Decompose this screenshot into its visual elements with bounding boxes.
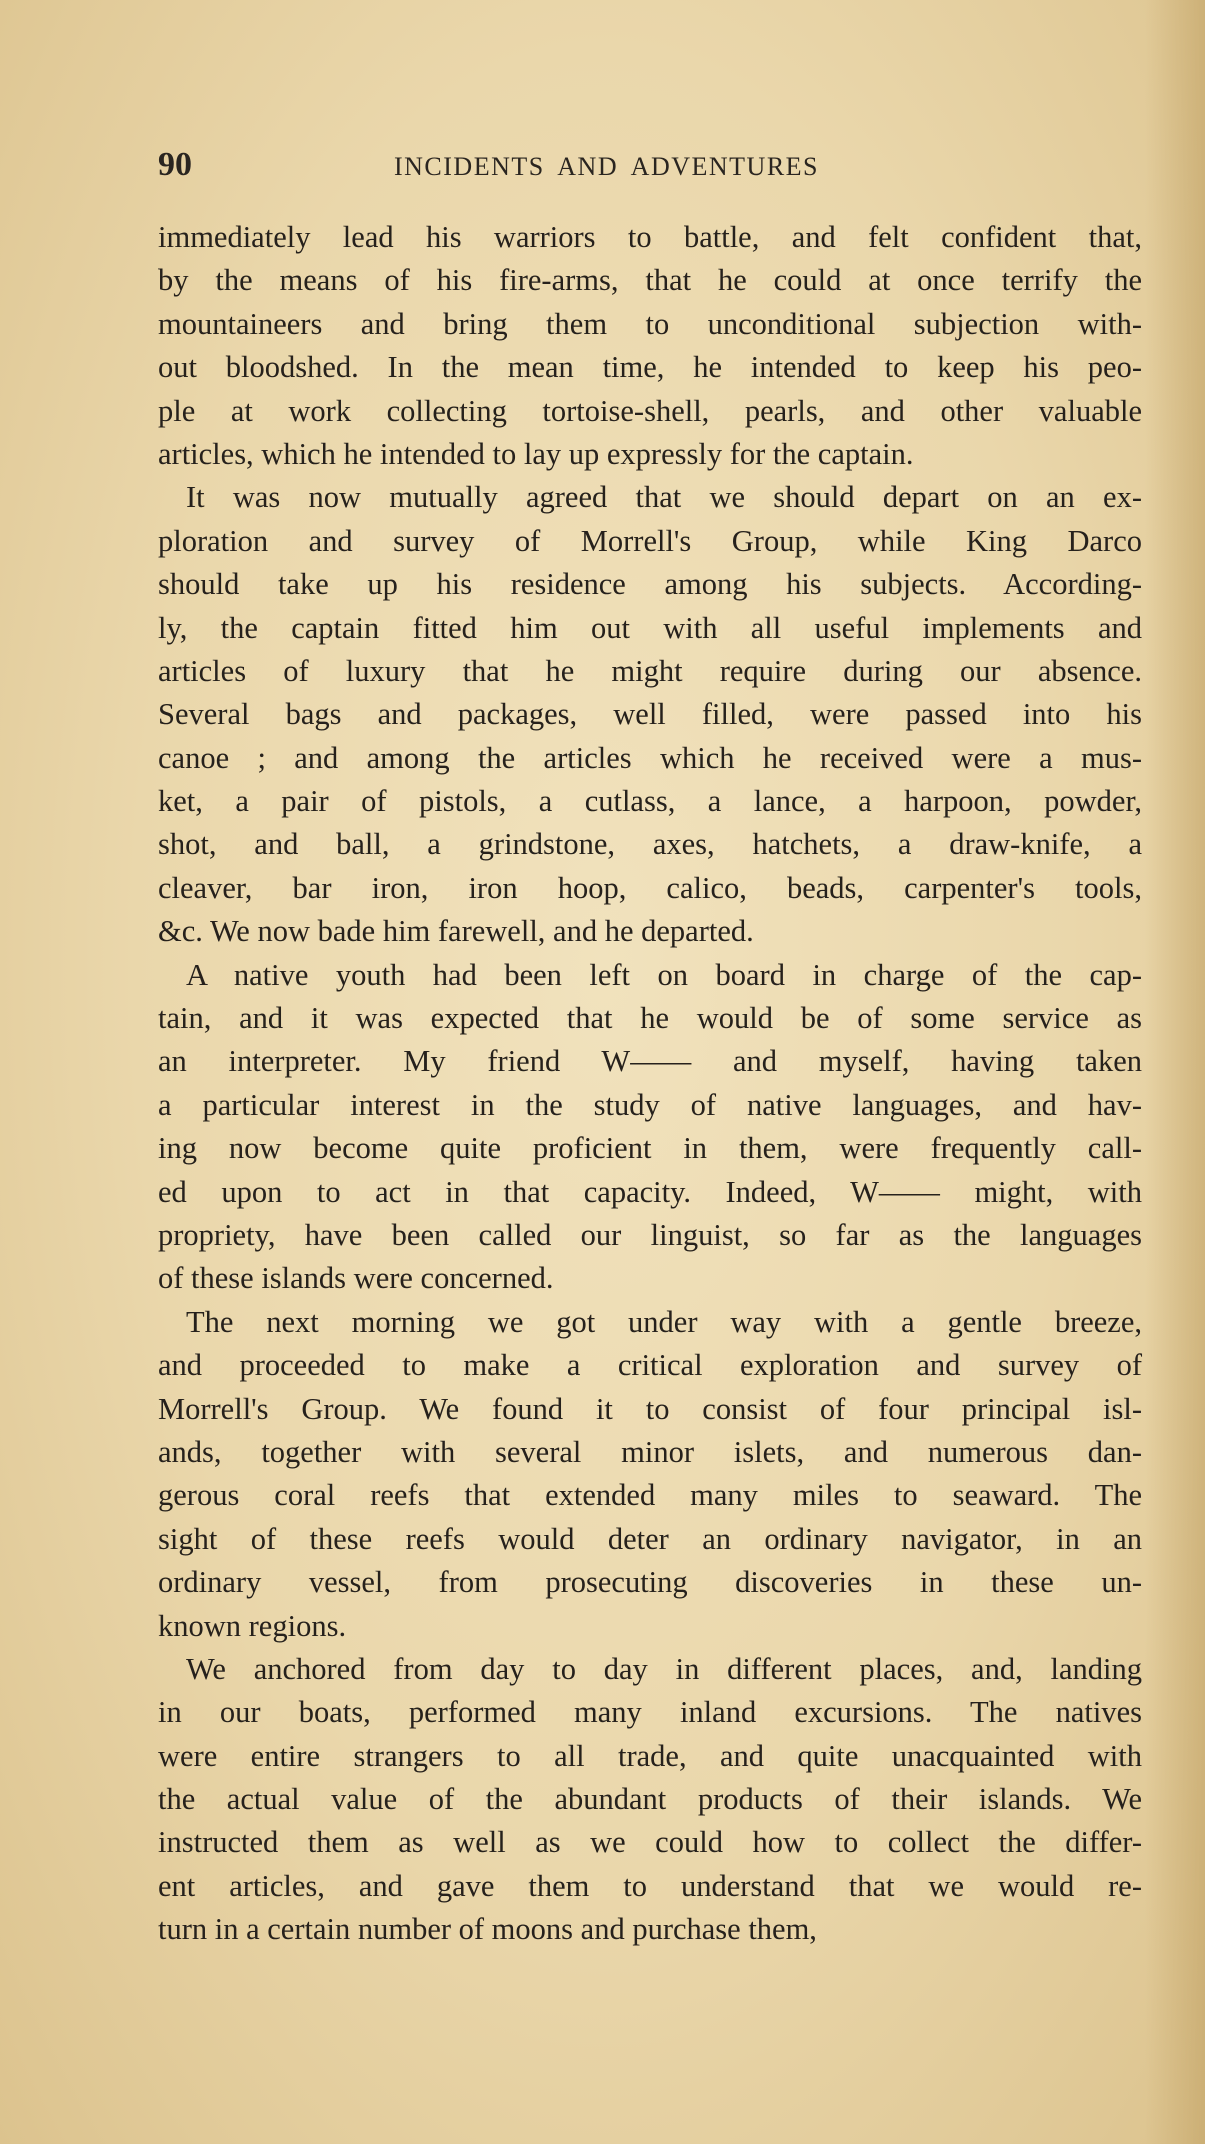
text-line: gerous coral reefs that extended many miles to seaward. The [158,1478,1142,1513]
text-line: Several bags and packages, well filled, were passed into his [158,697,1142,732]
text-line: turn in a certain number of moons and purchase them, [158,1912,817,1947]
text-line: canoe ; and among the articles which he received were a mus- [158,740,1142,775]
page-number: 90 [158,146,192,183]
text-line: propriety, have been called our linguist, so far as the languages [158,1217,1142,1252]
text-line: in our boats, performed many inland excursions. The natives [158,1695,1142,1730]
text-line: articles, which he intended to lay up expressly for the captain. [158,436,914,471]
text-line: tain, and it was expected that he would be of some service as [158,1001,1142,1036]
text-line: mountaineers and bring them to unconditional subjection with- [158,306,1142,341]
text-line: and proceeded to make a critical exploration and survey of [158,1348,1142,1383]
text-line: ing now become quite proficient in them, were frequently call- [158,1131,1142,1166]
text-line: instructed them as well as we could how to collect the differ- [158,1825,1142,1860]
text-line: known regions. [158,1608,347,1643]
text-line: We anchored from day to day in different places, and, landing [186,1651,1142,1686]
text-line: A native youth had been left on board in charge of the cap- [186,957,1142,992]
text-line: a particular interest in the study of native languages, and hav- [158,1087,1142,1122]
text-line: immediately lead his warriors to battle, and felt confident that, [158,220,1142,254]
text-line: were entire strangers to all trade, and quite unacquainted with [158,1738,1142,1773]
text-line: articles of luxury that he might require during our absence. [158,653,1142,688]
text-line: ploration and survey of Morrell's Group, while King Darco [158,523,1142,558]
running-title: INCIDENTS AND ADVENTURES [394,152,819,181]
text-line: ly, the captain fitted him out with all useful implements and [158,610,1142,645]
text-line: sight of these reefs would deter an ordinary navigator, in an [158,1521,1142,1556]
text-line: by the means of his fire-arms, that he could at once terrify the [158,263,1142,298]
text-line: of these islands were concerned. [158,1261,554,1296]
text-line: the actual value of the abundant products of their islands. We [158,1782,1142,1817]
text-line: ed upon to act in that capacity. Indeed, W—— might, with [158,1174,1142,1209]
text-line: should take up his residence among his subjects. According- [158,567,1142,602]
text-line: ket, a pair of pistols, a cutlass, a lance, a harpoon, powder, [158,784,1142,819]
text-line: ple at work collecting tortoise-shell, pearls, and other valuable [158,393,1142,428]
running-head [158,146,890,190]
text-line: ands, together with several minor islets, and numerous dan- [158,1434,1142,1469]
text-line: cleaver, bar iron, iron hoop, calico, beads, carpenter's tools, [158,870,1142,905]
text-line: It was now mutually agreed that we should depart on an ex- [186,480,1142,515]
text-line: an interpreter. My friend W—— and myself, having taken [158,1044,1142,1079]
text-line: ent articles, and gave them to understand that we would re- [158,1868,1142,1903]
text-line: The next morning we got under way with a gentle breeze, [186,1304,1142,1339]
text-line: shot, and ball, a grindstone, axes, hatchets, a draw-knife, a [158,827,1142,862]
body-text [158,216,1142,1952]
text-line: out bloodshed. In the mean time, he intended to keep his peo- [158,350,1142,385]
text-line: &c. We now bade him farewell, and he departed. [158,914,754,949]
text-line: Morrell's Group. We found it to consist of four principal isl- [158,1391,1142,1426]
text-line: ordinary vessel, from prosecuting discoveries in these un- [158,1565,1142,1600]
